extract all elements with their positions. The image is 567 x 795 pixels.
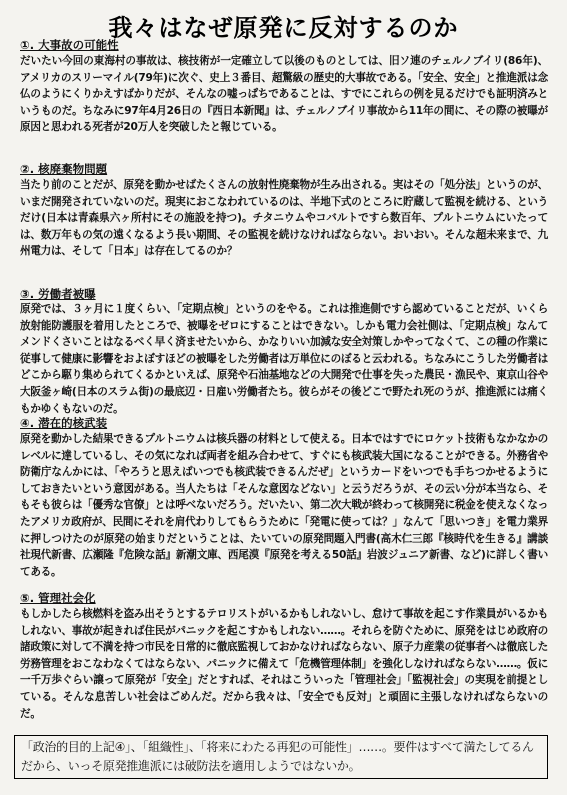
section-body-worker: 原発では、３ヶ月に１度くらい、「定期点検」というのをやる。これは推進側ですら認めていることだが、いくら放射能防護服を着用したところで、被曝をゼロにすることはできない。しかも電力会社側は、「定期点検」なんてメンドくさいことはなるべく早く済ませたいから、かなりいい加減な安全対策しかやってなくて、この種の作業に従事して健康に影響をおよぼすほどの被曝をした労働者は万単位にのぼると云われる。ちなみにこうした労働者はどこから駆り集められてくるかといえば、原発や石油基地などの大開発で仕事を失った農民・漁民や、東京山谷や大阪釜ヶ崎(日本のスラム街)の最底辺・日雇い労働者たち。彼らがその後どこで野たれ死のうが、推進派には痛くもかゆくもないのだ。	[20, 303, 548, 415]
page-title: 我々はなぜ原発に反対するのか	[108, 14, 459, 42]
section-heading-worker: ③. 労働者被曝	[20, 287, 96, 301]
section-heading-waste: ②. 核廃棄物問題	[20, 162, 108, 176]
section-heading-accident: ①. 大事故の可能性	[20, 38, 119, 52]
section-body-nuclear-arms: 原発を動かした結果できるプルトニウムは核兵器の材料として使える。日本ではすでにロケット技術もなかなかのレベルに達しているし、その気になれば両者を組み合わせて、すぐにも核武装大国になることができる。外務省や防衛庁なんかには、「やろうと思えばいつでも核武装できるんだぜ」というカードをいつでも手ちつかせるようにしておきたいという意図がある。当人たちは「そんな意図などない」と云うだろうが、その云い分が本当なら、そもそも彼らは「優秀な官僚」とは呼べないだろう。だいたい、第二次大戦が終わって核開発に税金を使えなくなったアメリカ政府が、民間にそれを肩代わりしてもらうために「発電に使っては？」なんて「思いつき」を電力業界に押しつけたのが原発の始まりだということは、たいていの原発問題入門書(高木仁三郎『核時代を生きる』講談社現代新書、広瀬隆『危険な話』新潮文庫、西尾漠『原発を考える50話』岩波ジュニア新書、など)に詳しく書いてある。	[20, 433, 548, 578]
section-body-accident: だいたい今回の東海村の事故は、核技術が一定確立して以後のものとしては、旧ソ連のチェルノブイリ(86年)、アメリカのスリーマイル(79年)に次ぐ、史上３番目、超驚級の歴史的大事故である。「安全、安全」と推進派は念仏のようにくりかえすばかりだが、そんなの嘘っぱちであることは、すでにこれらの例を見るだけでも証明済みというものだ。ちなみに97年4月26日の『西日本新聞』は、チェルノブイリ事故から11年の間に、その際の被曝が原因と思われる死者が20万人を突破したと報じている。	[20, 55, 548, 134]
section-body-waste: 当たり前のことだが、原発を動かせばたくさんの放射性廃棄物が生み出される。実はその「処分法」というのが、いまだ開発されていないのだ。現実におこなわれているのは、半地下式のところに貯蔵して監視を続ける、というだけ(日本は青森県六ヶ所村にその施設を持つ)。チタニウムやコバルトですら数百年、プルトニウムにいたっては、数万年もの気の遠くなるよう長い期間、その監視を続けなければならない。おいおい。そんな超未来まで、九州電力は、そして「日本」は存在してるのか？	[20, 179, 548, 258]
section-body-surveillance: もしかしたら核燃料を盗み出そうとするテロリストがいるかもしれないし、怠けて事故を起こす作業員がいるかもしれない、事故が起きれば住民がパニックを起こすかもしれない……。それらを防ぐために、原発をはじめ政府の諸政策に対して不満を持つ市民を日常的に徹底監視しておかなければならない、原子力産業の従事者へは徹底した労務管理をおこなわなくてはならない、パニックに備えて「危機管理体制」を強化しなければならない……。仮に一千万歩ぐらい譲って原発が「安全」だとすれば、それはこういった「管理社会」「監視社会」の実現を前提としている。そんな息苦しい社会はごめんだ。だから我々は、「安全でも反対」と頑固に主張しなければならないのだ。	[20, 608, 548, 720]
conclusion-box: 「政治的目的上記④」、「組織性」、「将来にわたる再犯の可能性」……。要件はすべて満たしてるんだから、いっそ原発推進派には破防法を適用しようではないか。	[14, 735, 548, 779]
section-heading-nuclear-arms: ④. 潜在的核武装	[20, 416, 108, 430]
section-heading-surveillance: ⑤. 管理社会化	[20, 591, 96, 605]
